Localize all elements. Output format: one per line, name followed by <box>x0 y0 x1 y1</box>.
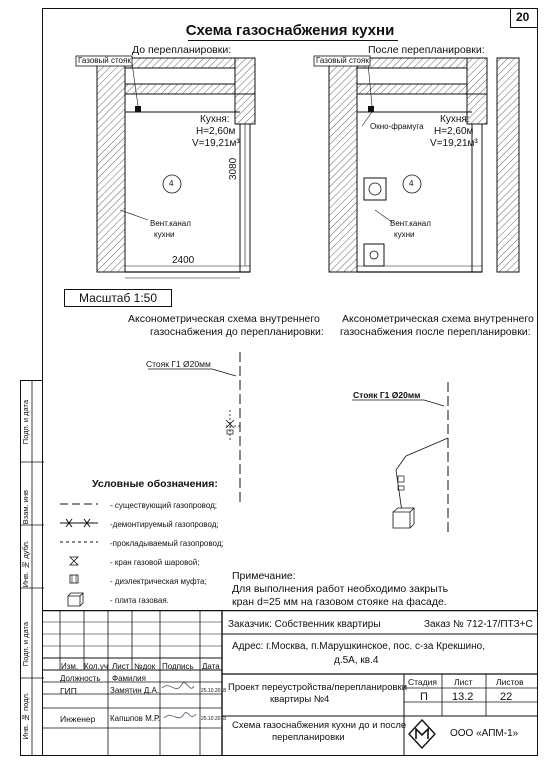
page-number: 20 <box>516 10 530 24</box>
sidebar-label-orig-inv: Инв. № подл. <box>21 692 30 740</box>
after-room-number: 4 <box>409 179 414 188</box>
before-room-number: 4 <box>169 179 174 188</box>
list-header: Лист <box>454 677 473 687</box>
legend-title: Условные обозначения: <box>92 478 218 490</box>
company-logo-icon <box>408 719 436 749</box>
before-room-volume: V=19,21м³ <box>192 138 240 149</box>
axo-before-title-1: Аксонометрическая схема внутреннего <box>128 313 320 325</box>
before-vent-label-2: кухни <box>154 230 175 239</box>
legend-symbols <box>56 490 104 610</box>
before-dim-width: 2400 <box>172 255 195 266</box>
axo-after-title-1: Аксонометрическая схема внутреннего <box>342 313 534 325</box>
col-ndok: №док <box>134 662 156 671</box>
after-room-label: Кухня: <box>440 114 470 125</box>
sidebar-label-replace-inv: Взам. инв <box>21 490 30 525</box>
list-value: 13.2 <box>452 691 474 703</box>
address-line-2: д.5А, кв.4 <box>334 655 379 666</box>
page-title: Схема газоснабжения кухни <box>185 22 395 39</box>
before-caption: До перепланировки: <box>132 44 232 56</box>
axo-before-title-2: газоснабжения до перепланировки: <box>150 326 324 338</box>
plan-after <box>314 56 519 272</box>
after-vent-label-2: кухни <box>394 230 415 239</box>
project-title-1: Проект переустройства/перепланировки <box>228 682 407 693</box>
role-gip: ГИП <box>60 686 77 696</box>
signature-2 <box>164 712 196 718</box>
role-header: Должность <box>60 674 101 683</box>
axo-before-stoyak: Стояк Г1 Ø20мм <box>146 359 211 369</box>
note-line-1: Для выполнения работ необходимо закрыть <box>232 583 449 595</box>
sheet-name-2: перепланировки <box>272 732 345 743</box>
scale-label: Масштаб 1:50 <box>64 289 172 307</box>
project-title-2: квартиры №4 <box>270 694 330 705</box>
after-caption: После перепланировки: <box>368 44 485 56</box>
date-engineer: 25.10.2018 <box>201 716 227 722</box>
legend-item-4: - кран газовой шаровой; <box>110 558 200 567</box>
sheet-name-1: Схема газоснабжения кухни до и после <box>232 720 407 731</box>
col-kol: Кол.уч <box>84 662 108 671</box>
col-data: Дата <box>202 662 220 671</box>
address-line-1: Адрес: г.Москва, п.Марушкинское, пос. с-за Крекшино, <box>232 641 485 652</box>
lists-header: Листов <box>496 677 524 687</box>
after-stoyak-label: Газовый стояк <box>316 56 369 65</box>
note-line-2: кран d=25 мм на газовом стояке на фасаде. <box>232 596 447 608</box>
after-room-height: H=2,60м <box>434 126 474 137</box>
stage-header: Стадия <box>408 677 437 687</box>
col-list: Лист <box>112 662 130 671</box>
legend-item-6: - плита газовая. <box>110 596 169 605</box>
name-engineer: Капшпов М.Р. <box>110 714 161 723</box>
customer-label: Заказчик: Собственник квартиры <box>228 619 381 630</box>
axo-after-stoyak: Стояк Г1 Ø20мм <box>353 390 421 400</box>
signature-1 <box>162 683 194 689</box>
sidebar-label-dup-inv: Инв. № дубл. <box>21 540 30 588</box>
date-gip: 25.10.2018 <box>201 688 227 694</box>
after-room-volume: V=19,21м³ <box>430 138 478 149</box>
gas-stove-icon <box>68 593 83 606</box>
axo-after <box>352 382 448 532</box>
before-room-label: Кухня: <box>200 114 230 125</box>
role-engineer: Инженер <box>60 714 96 724</box>
before-stoyak-label: Газовый стояк <box>78 56 131 65</box>
axo-after-title-2: газоснабжения после перепланировки: <box>340 326 531 338</box>
note-title: Примечание: <box>232 570 296 582</box>
coupling-icon <box>70 575 78 583</box>
col-podp: Подпись <box>162 662 194 671</box>
legend-item-1: - существующий газопровод; <box>110 501 217 510</box>
sidebar-label-sign-date: Подп. и дата <box>21 400 30 445</box>
stage-value: П <box>420 691 428 703</box>
legend-item-3: -прокладываемый газопровод; <box>110 539 224 548</box>
ball-valve-icon <box>70 557 78 565</box>
lists-value: 22 <box>500 691 513 703</box>
after-window-label: Окно-фрамуга <box>370 122 424 131</box>
order-number: Заказ № 712-17/ПТЗ+С <box>424 619 533 630</box>
after-vent-label: Вент.канал <box>390 219 431 228</box>
name-header: Фамилия <box>112 674 146 683</box>
col-izm: Изм. <box>61 662 79 671</box>
before-vent-label: Вент.канал <box>150 219 191 228</box>
org-name: ООО «АПМ-1» <box>450 728 519 739</box>
sidebar-label-sign-date-2: Подп. и дата <box>21 622 30 667</box>
legend-item-2: -демонтируемый газопровод; <box>110 520 219 529</box>
legend-item-5: - диэлектрическая муфта; <box>110 577 207 586</box>
before-dim-height: 3080 <box>228 157 239 180</box>
before-room-height: H=2,60м <box>196 126 236 137</box>
name-gip: Замятин Д.А. <box>110 686 160 695</box>
